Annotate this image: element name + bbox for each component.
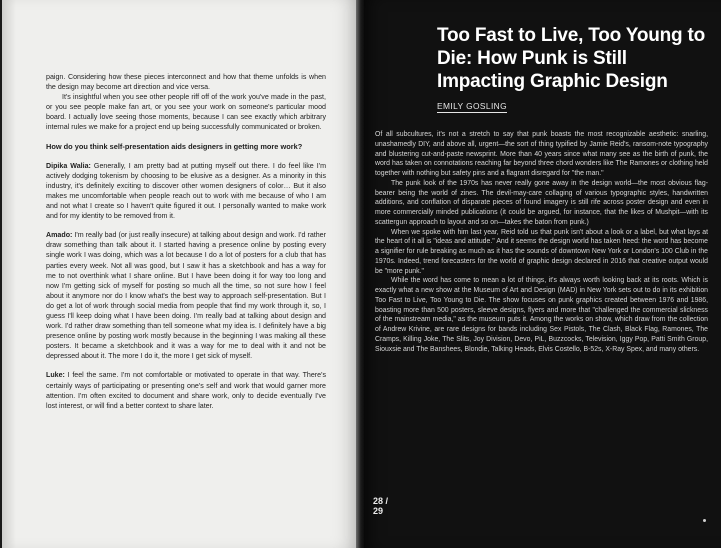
paragraph: The punk look of the 1970s has never really gone away in the design world—the most obvious flag-bearer being the world of zines. The devil-may-care collaging of various typographic styles, handwritten additions, and conflation of disparate pieces of found imagery is still rife across poster design and even in more commercially minded publications (it could be argued, for instance, that the likes of Mushpit—with its scattergun approach to layout and so on—takes the baton from punk.) (375, 179, 708, 226)
bullet-mark (703, 519, 706, 522)
speaker-name: Amado: (46, 231, 73, 240)
page-numbers (373, 496, 388, 516)
speaker-name: Luke: (46, 371, 65, 380)
book-gutter (356, 0, 364, 548)
page-number-right: 29 (373, 506, 384, 516)
left-page-text (46, 72, 326, 420)
interview-question: How do you think self-presentation aids designers in getting more work? (46, 141, 303, 151)
answer-luke (46, 370, 326, 410)
answer-amado (46, 230, 326, 361)
paragraph: Of all subcultures, it's not a stretch to say that punk boasts the most recognizable aesthetic: snarling, unashamedly DIY, and above all, urgent—the sort of thing typified by Jamie Reid's, ransom-note typography and blustering cut-and-paste newsprint. More than 40 years since what many see as the birth of punk, the word has taken on connotations reaching far beyond three chord wonders like The Ramones or clothing held together with nothing but safety pins and a flagrant disregard for "the man." (375, 131, 708, 177)
paragraph: While the word has come to mean a lot of things, it's always worth looking back at its roots. Which is exactly what a new show at the Museum of Art and Design (MAD) in New York sets out to do in its exhibition Too Fast to Live, Too Young to Die. The show focuses on punk graphics created between 1976 and 1986, boasting more than 500 posters, sleeve designs, flyers and more that "challenged the commercial slickness of the mainstream media," as the museum puts it. Among the works on show, which draw from the collection of Andrew Krivine, are rare designs for bands including Sex Pistols, The Clash, Black Flag, Ramones, The Cramps, Killing Joke, The Slits, Joy Division, Devo, PiL, Buzzcocks, Television, Iggy Pop, Patti Smith Group, Siouxsie and The Banshees, Blondie, Talking Heads, Elvis Costello, B-52s, X-Ray Spex, and many others. (375, 277, 708, 353)
article-title: Too Fast to Live, Too Young to Die: How Punk is Still Impacting Graphic Design (437, 25, 706, 92)
paragraph: It's insightful when you see other people riff off of the work you've made in the past, or you see people make fan art, or you see your work on someone's particular mood board. I actually love seeing those moments, because I can see exactly which arbitrary internal rules we make for a project end up being successfully communicated or broken. (46, 93, 326, 132)
answer-text: I feel the same. I'm not comfortable or motivated to operate in that way. There's certainly ways of participating or presenting one's self and work that would garner more attention. I'm often excited to document and share work, only to decide eventually I've lost interest, or will find a better context to share later. (46, 371, 326, 410)
answer-text: Generally, I am pretty bad at putting myself out there. I do feel like I'm actively dodging tokenism by choosing to be elusive as a designer. As a minority in this industry, it's definitely exciting to discover other women designers of color… But it also makes me uncomfortable when people reach out to work with me because of who I am and not what I create so I haven't quite figured it out. I personally wanted to make work and for my identity to be removed from it. (46, 161, 326, 221)
speaker-name: Dipika Walia: (46, 161, 91, 170)
paragraph: paign. Considering how these pieces interconnect and how that theme unfolds is when the design may become art direction and vice versa. (46, 73, 326, 92)
answer-text: I'm really bad (or just really insecure) at talking about design and work. I'd rather draw something than talk about it. I started having a presence online by posting every single work I was doing, which was a lot because I do a lot of posters for a club that has parties every week. Not all was good, but I saw it has a sketchbook and has a way for me to not overthink what I share online. But I have been doing it for way too long and now I'm getting sick of myself for posting so much all the time, so not sure how I feel about it anymore nor do I know what's the best way to approach self-presentation. But I do get a lot of work through social media from people that find my work through it, so, I guess I'll keep doing what I have been doing. I'm really bad at talking about design and work. I'd rather draw something than tell someone what my idea is. I definitely have a big presence online by posting work mostly because in the beginning I was making all these posters. It became a sketchbook and it was a way for me to deal with it and not be depressed about it. The more I do it, the more I get sick of myself. (46, 231, 326, 361)
paragraph: When we spoke with him last year, Reid told us that punk isn't about a look or a label, but what lays at the heart of it all is "ideas and attitude." And it seems the design world has taken heed: the word has become a signifier for rule breaking as much as it has the sounds of downtown New York or London's 100 Club in the 1970s. Indeed, trend forecasters for the world of graphic design declared in 2016 that creative output would be "more punk." (375, 228, 708, 275)
article-body (375, 130, 708, 354)
article-author: EMILY GOSLING (437, 101, 508, 111)
answer-dipika (46, 161, 326, 222)
page-number-left: 28 / (373, 496, 389, 506)
